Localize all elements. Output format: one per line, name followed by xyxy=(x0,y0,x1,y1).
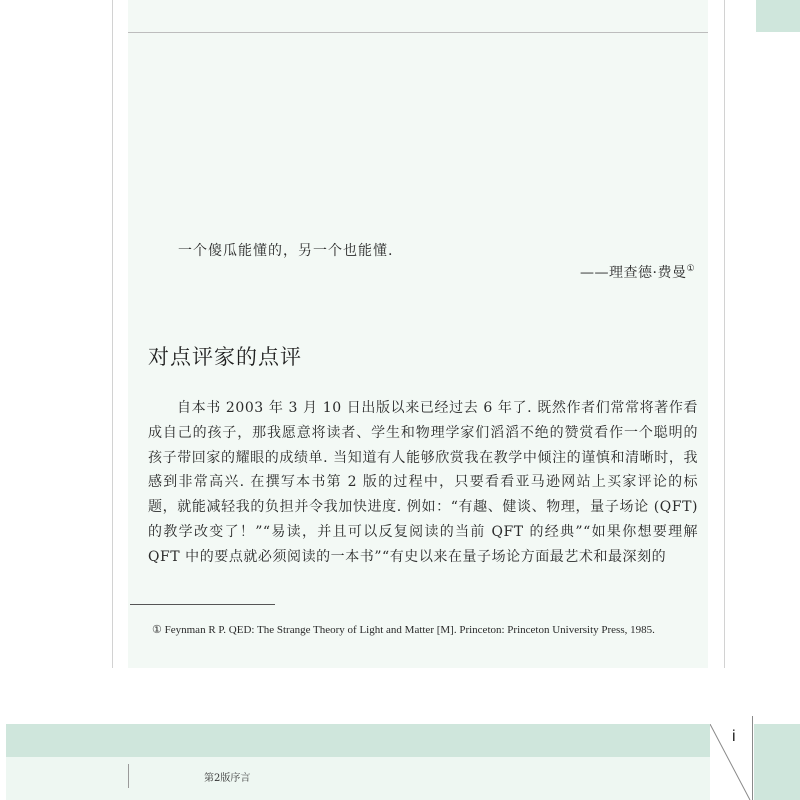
footer-bottom-area xyxy=(6,757,710,800)
footnote-text: Feynman R P. QED: The Strange Theory of Light and Matter [M]. Princeton: Princeton University Press, 1985. xyxy=(164,624,655,636)
footnote-marker: ① xyxy=(686,264,696,274)
top-right-tab xyxy=(756,0,800,32)
footer-band xyxy=(6,724,710,757)
left-margin-line xyxy=(112,0,113,668)
footnote-number: ① xyxy=(152,624,162,636)
epigraph-quote: 一个傻瓜能懂的，另一个也能懂. xyxy=(178,243,394,259)
page-number: i xyxy=(732,728,736,745)
footnote xyxy=(130,621,710,639)
footer-right-tab xyxy=(754,724,800,800)
footer-divider xyxy=(128,764,129,788)
header-rule xyxy=(128,32,708,33)
body-paragraph: 自本书 2003 年 3 月 10 日出版以来已经过去 6 年了. 既然作者们常常将著作看成自己的孩子，那我愿意将读者、学生和物理学家们滔滔不绝的赞赏看作一个聪明的孩子带回家的耀眼的成绩单. 当知道有人能够欣赏我在教学中倾注的谨慎和清晰时，我感到非常高兴. 在撰写本书第 2 版的过程中，只要看看亚马逊网站上买家评论的标题，就能减轻我的负担并令我加快进度. 例如：“有趣、健谈、物理，量子场论 (QFT) 的教学改变了！”“易读，并且可以反复阅读的当前 QFT 的经典”“如果你想要理解 QFT 中的要点就必须阅读的一本书”“有史以来在量子场论方面最艺术和最深刻的 xyxy=(148,400,698,565)
epigraph-attribution xyxy=(580,262,695,282)
footnote-rule xyxy=(130,604,275,605)
section-title: 对点评家的点评 xyxy=(148,345,302,369)
footer-section-label: 第2版序言 xyxy=(204,773,251,784)
attribution-text: ——理查德·费曼 xyxy=(580,265,687,281)
right-margin-line xyxy=(724,0,725,668)
